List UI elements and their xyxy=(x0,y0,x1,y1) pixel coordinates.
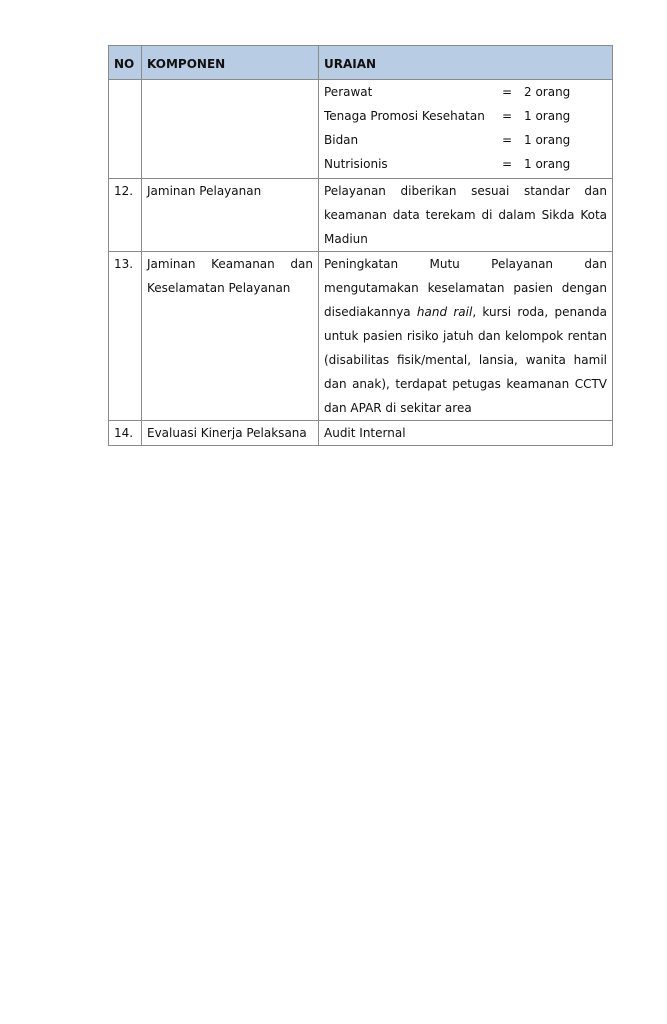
cell-uraian: Pelayanan diberikan sesuai standar dan keamanan data terekam di dalam Sikda Kota Madiun xyxy=(319,179,613,252)
staff-item xyxy=(324,152,607,176)
cell-no-empty xyxy=(109,80,142,179)
staff-name: Tenaga Promosi Kesehatan xyxy=(324,109,485,123)
header-komponen: KOMPONEN xyxy=(142,46,319,80)
table-header-row xyxy=(109,46,613,80)
staff-name: Bidan xyxy=(324,133,359,147)
staff-count: 1 orang xyxy=(524,133,571,147)
staff-equals: = xyxy=(502,85,513,99)
uraian-italic-term: hand rail xyxy=(416,305,473,319)
staff-item xyxy=(324,104,607,128)
staff-equals: = xyxy=(502,109,513,123)
staff-item xyxy=(324,128,607,152)
cell-komponen: Evaluasi Kinerja Pelaksana xyxy=(142,421,319,446)
table-row xyxy=(109,252,613,421)
staff-equals: = xyxy=(502,157,513,171)
table-row xyxy=(109,421,613,446)
cell-no: 12. xyxy=(109,179,142,252)
header-no: NO xyxy=(109,46,142,80)
cell-no: 14. xyxy=(109,421,142,446)
cell-komponen-empty xyxy=(142,80,319,179)
cell-uraian xyxy=(319,252,613,421)
staff-equals: = xyxy=(502,133,513,147)
service-standard-table xyxy=(108,45,613,446)
cell-uraian: Audit Internal xyxy=(319,421,613,446)
staff-count: 2 orang xyxy=(524,85,571,99)
table-row xyxy=(109,179,613,252)
header-uraian: URAIAN xyxy=(319,46,613,80)
uraian-text: Peningkatan Mutu Pelayanan dan mengutamakan keselamatan pasien dengan disediakannya xyxy=(324,257,607,319)
staff-name: Nutrisionis xyxy=(324,157,388,171)
cell-staff-list xyxy=(319,80,613,179)
cell-komponen: Jaminan Keamanan dan Keselamatan Pelayanan xyxy=(142,252,319,421)
cell-komponen: Jaminan Pelayanan xyxy=(142,179,319,252)
cell-no: 13. xyxy=(109,252,142,421)
staff-count: 1 orang xyxy=(524,157,571,171)
staff-count: 1 orang xyxy=(524,109,571,123)
uraian-text: , kursi roda, penanda untuk pasien risiko jatuh dan kelompok rentan (disabilitas fisik/mental, lansia, wanita hamil dan anak), terdapat petugas keamanan CCTV dan APAR di sekitar area xyxy=(324,305,608,415)
table-row-staff-continuation xyxy=(109,80,613,179)
staff-name: Perawat xyxy=(324,85,373,99)
staff-item xyxy=(324,80,607,104)
